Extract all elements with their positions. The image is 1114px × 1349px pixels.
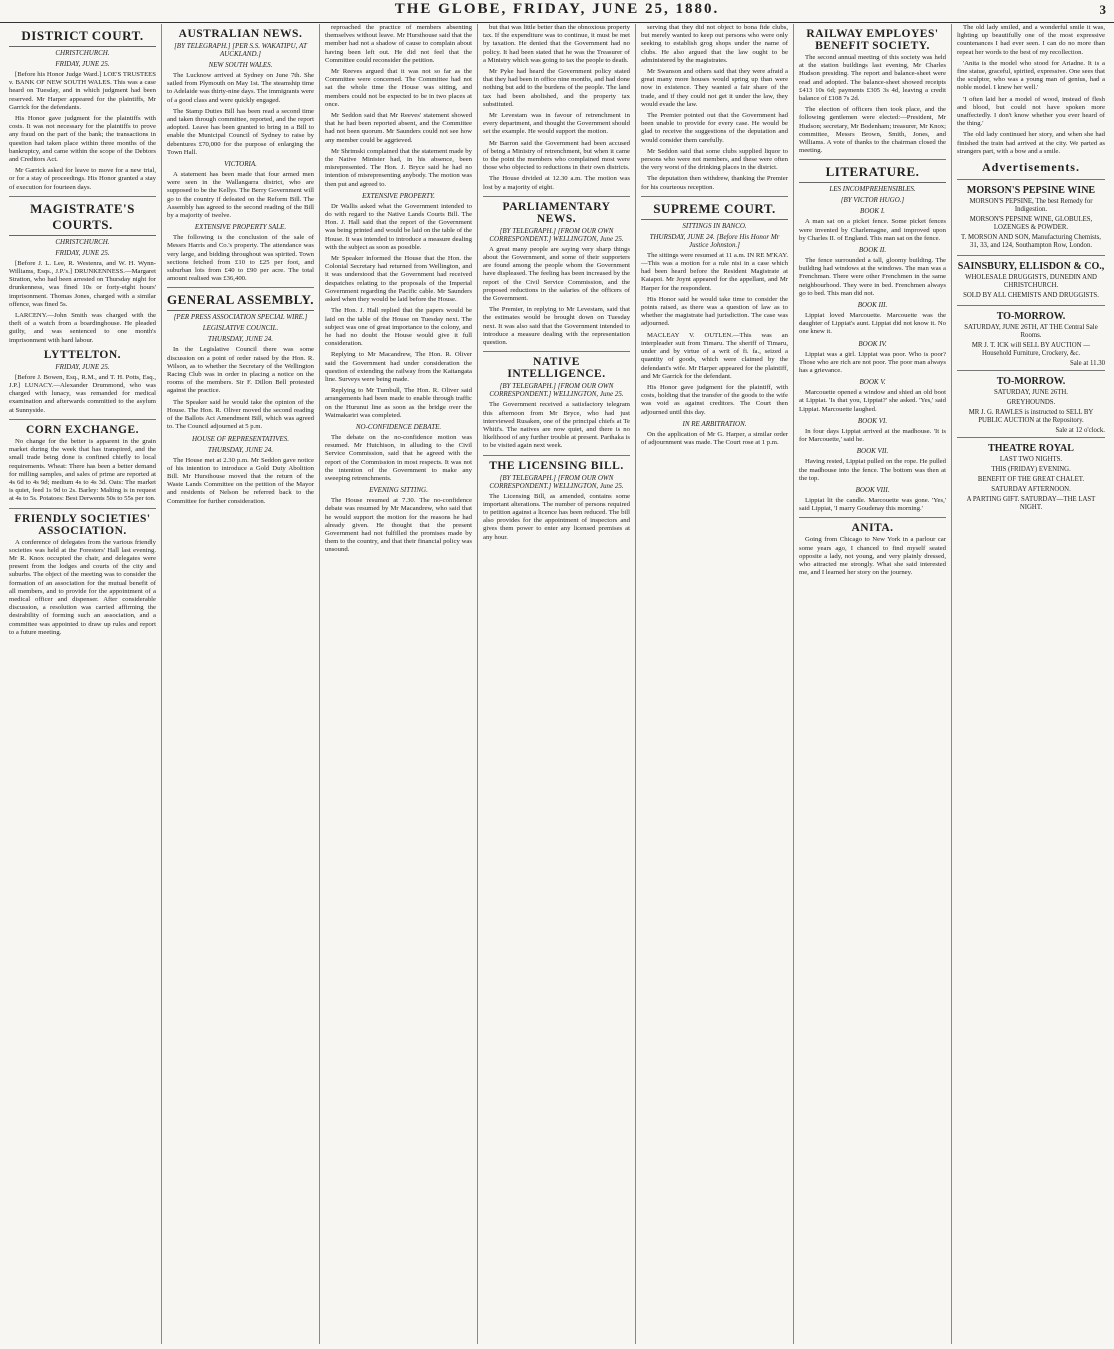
paragraph: His Honor said he would take time to consider the points raised, as there was a question of law as to whether the magistrate had jurisdiction. The case was adjourned. [641,295,788,328]
magistrates-heading: MAGISTRATE'S COURTS. [9,201,156,236]
licensing-bill-heading: THE LICENSING BILL. [489,459,624,472]
paragraph: Replying to Mr Macandrew, The Hon. R. Oliver said the Government had under consideration the question of extending the railway from the Kaitangata line. Surveys were being made. [325,351,472,383]
paragraph: The deputation then withdrew, thanking the Premier for his courteous reception. [641,175,788,191]
ad-title: MORSON'S PEPSINE WINE [966,185,1096,197]
book-heading: BOOK III. [857,301,888,310]
subheading: NEW SOUTH WALES. [208,61,273,69]
district-court-heading: DISTRICT COURT. [9,28,156,47]
date-line: THURSDAY, JUNE 24. [207,335,274,344]
anita-heading: ANITA. [851,522,894,535]
masthead [0,0,1114,23]
paragraph: serving that they did not object to bona fide clubs, but merely wanted to keep out persons who were only seeking to establish grog shops under the name of clubs. He also argued that the law ought to be administered by the magistrates. [641,24,788,64]
column-6 [794,24,952,1344]
divider [483,455,630,456]
advertisement-sale [957,305,1105,370]
paragraph: The Government received a satisfactory telegram this afternoon from Mr Bryce, who had just interviewed Rusaken, one of the principal chiefs at Te Whiti's. The natives are now quiet, and there is no likelihood of any further trouble at present. Parihaka is to be visited again next week. [483,401,630,450]
column-3 [320,24,478,1344]
page-number: 3 [1099,2,1106,17]
date-line: FRIDAY, JUNE 25. [55,248,110,257]
ad-line: SOLD BY ALL CHEMISTS AND DRUGGISTS. [963,292,1099,300]
column-5 [636,24,794,1344]
paragraph: [Before J. L. Lee, R. Westenra, and W. H. Wynn-Williams, Esqs., J.P.'s.] DRUNKENNESS.—Margaret Stratton, who had been arrested on Thursday night for drunkenness, was fined 10s or forty-eight hours' imprisonment. Thomas Jones, charged with a similar offence, was fined 5s. [9,259,156,308]
paragraph: Marcouette opened a window and shied an old boot at Lippiat. 'Is that you, Lippiat?' she asked. 'Yes,' said Lippiat. Marcouette laughed. [799,389,946,413]
subheading: SITTINGS IN BANCO. [682,221,747,230]
column-2 [162,24,320,1344]
paragraph: In four days Lippiat arrived at the madhouse. 'It is for Marcouette,' said he. [799,427,946,444]
paragraph: His Honor gave judgment for the plaintiff, with costs, holding that the transfer of the goods to the wife was void as against creditors. The Court then adjourned until this day. [641,383,788,416]
book-heading: BOOK IV. [858,339,887,348]
subheading: LEGISLATIVE COUNCIL. [202,324,279,333]
book-heading: BOOK II. [858,246,887,255]
paragraph: [Before J. Bowen, Esq., R.M., and T. H. Potts, Esq., J.P.] LUNACY.—Alexander Drummond, who was charged with lunacy, was remanded for medical examination and afterwards committed to the asylum at Sunnyside. [9,373,156,414]
divider [641,196,788,197]
paragraph: Lippiat lit the candle. Marcouette was gone. 'Yes,' said Lippiat, 'I marry Goudenay this morning.' [799,496,946,513]
paragraph: The Stamp Duties Bill has been read a second time and taken through committee, reported, and the report adopted. Leave has been granted to bring in a Bill to enable the Municipal Council of Sydney to raise by debentures £70,000 for the purpose of enlarging the Town Hall. [167,107,314,156]
subheading: EXTENSIVE PROPERTY. [362,191,435,200]
paragraph: A conference of delegates from the various friendly societies was held at the Foresters' Hall last evening. Mr R. Knox occupied the chair, and delegates were present from the lodges and courts of the city and suburbs. The object of the meeting was to consider the formation of an association for the mutual benefit of all members, and to provide for the appointment of a medical officer and dispenser. After considerable discussion, a resolution was carried affirming the desirability of forming such an association, and a committee was appointed to draw up rules and report to a future meeting. [9,538,156,636]
column-7 [952,24,1110,1344]
dateline: [BY TELEGRAPH.] [FROM OUR OWN CORRESPONDENT.] WELLINGTON, June 25. [489,226,624,243]
paragraph: Mr Seddon said that Mr Reeves' statement showed that he had been reported absent, and the Committee had not been quorum. Mr Saunders could not see how any member could be aggrieved. [325,112,472,144]
paragraph: Lippiat loved Marcouette. Marcouette was the daughter of Lippiat's aunt. Lippiat did not know it. No one knew it. [799,312,946,336]
ad-sign: Sale at 11.30 [1069,360,1105,368]
subheading: EXTENSIVE PROPERTY SALE. [194,223,287,232]
paragraph: His Honor gave judgment for the plaintiffs with costs. It was not necessary for the plaintiffs to prove any fraud on the part of the bank; the transactions in question had taken place within three months of the bankruptcy, and came within the scope of the Debtors and Creditors Act. [9,115,156,164]
place-heading: CHRISTCHURCH. [55,49,110,57]
paragraph: Mr Barron said the Government had been accused of being a Ministry of retrenchment, but when it came to the point the members who complained most were those who objected to reductions in their own districts. [483,139,630,172]
paragraph: The Premier pointed out that the Government had been unable to provide for every case. He would be glad to receive the suggestions of the deputation and would consider them carefully. [641,112,788,144]
lyttelton-heading: LYTTELTON. [43,348,122,361]
divider [167,287,314,288]
paragraph: A man sat on a picket fence. Some picket fences were invented by Charlemagne, and improved upon by Charles II. of England. This man sat on the fence. [799,218,946,242]
paragraph: Mr Seddon said that some clubs supplied liquor to persons who were not members, and these were often the very worst of the drinking places in the district. [641,147,788,172]
paragraph: No change for the better is apparent in the grain market during the week that has transpired, and the small trade being done is confined chiefly to local requirements. Wheat: There has been a better demand for milling samples, and sales of prime are reported at 4s 6d to 4s 9d; medium 4s to 4s 3d. Oats: The market is quiet, feed 1s 9d to 2s. Barley: Malting is in request at 4s to 5s. Potatoes: Best Derwents 50s to 55s per ton. [9,437,156,503]
ad-line: MORSON'S PEPSINE, The best Remedy for Indigestion. [969,198,1093,214]
paragraph: Mr Levestam was in favour of retrenchment in every department, and thought the Government should set the example. He would support the motion. [483,112,630,136]
advertisement-pepsine [957,179,1105,255]
advertisements-heading: Advertisements. [982,160,1080,175]
book-heading: BOOK VI. [857,416,888,425]
paragraph: Replying to Mr Turnbull, The Hon. R. Oliver said arrangements had been made to enable through traffic on the Hurunui line as soon as the bridge over the Waimakariri was completed. [325,387,472,419]
paragraph: The Licensing Bill, as amended, contains some important alterations. The number of persons required to petition against a licence has been reduced. The bill also provides for the appointment of inspectors and gives them power to enter any licensed premises at any hour. [483,492,630,541]
divider [483,196,630,197]
general-assembly-heading: GENERAL ASSEMBLY. [167,292,314,311]
paragraph: The House divided at 12.30 a.m. The motion was lost by a majority of eight. [483,175,630,191]
subheading: NO-CONFIDENCE DEBATE. [355,422,442,431]
paragraph: A great many people are saying very sharp things about the Government, and some of their supporters are found among the people whom the Government have displeased. The feeling has been increased by the report of the Civil Service Commission, and the proposed reductions in the salaries of the officers of the Government. [483,245,630,303]
ad-line: WHOLESALE DRUGGISTS, DUNEDIN AND CHRISTCHURCH. [965,274,1097,290]
paragraph: MACLEAY V. OUTLEN.—This was an interpleader suit from Timaru. The sheriff of Timaru, under and by virtue of a writ of fi. fa., seized a quantity of goods, which were claimed by the defendant's wife. Mr Harper appeared for the plaintiff, and Mr Garrick for the defendant. [641,331,788,380]
ad-title: SAINSBURY, ELLISDON & CO., [957,261,1105,273]
ad-line: MR J. T. ICK will SELL BY AUCTION — Household Furniture, Crockery, &c. [971,342,1091,358]
paragraph: Mr Garrick asked for leave to move for a new trial, or for a stay of proceedings. His Honor granted a stay of execution for fourteen days. [9,167,156,191]
corn-exchange-heading: CORN EXCHANGE. [25,423,140,436]
ad-line: T. MORSON AND SON, Manufacturing Chemists, 31, 33, and 124, Southampton Row, London. [961,234,1101,250]
paragraph: The Premier, in replying to Mr Levestam, said that the estimates would be brought down on Tuesday next. It was also said that the Government intended to introduce a measure dealing with the representation question. [483,306,630,347]
date-line: THURSDAY, JUNE 24. [Before His Honor Mr Justice Johnston.] [649,232,780,249]
ad-title: TO-MORROW. [996,311,1066,323]
subheading: IN RE ARBITRATION. [682,419,747,428]
supreme-court-heading: SUPREME COURT. [641,201,788,220]
paragraph: The fence surrounded a tall, gloomy building. The building had windows at the windows. The man was a Frenchman. There were other Frenchmen in the same neighbourhood. They were in bed. Frenchmen always go to bed. This man did not. [799,257,946,297]
ad-sign: Sale at 12 o'clock. [1055,427,1105,435]
paragraph: LARCENY.—John Smith was charged with the theft of a watch from a boardinghouse. He pleaded guilty, and was sentenced to one month's imprisonment with hard labour. [9,312,156,344]
paragraph: The House resumed at 7.30. The no-confidence debate was resumed by Mr Macandrew, who said that he would support the motion for the reasons he had already given. He thought that the present Government had not fulfilled the promises made by them to the country, and that their financial policy was unsound. [325,497,472,554]
byline: [BY VICTOR HUGO.] [840,196,905,205]
columns [4,24,1110,1344]
paragraph: The sittings were resumed at 11 a.m. IN RE M'KAY.—This was a motion for a rule nisi in a case which had been heard before the Resident Magistrate at Kaiapoi. Mr Joynt appeared for the appellant, and Mr Harper for the respondent. [641,251,788,292]
paragraph: but that was little better than the obnoxious property tax. If the expenditure was to continue, it must be met by taxation. He denied that the Government had no policy. It had been stated that he was the Treasurer of a Ministry which was going to tax the people to death. [483,24,630,64]
column-1 [4,24,162,1344]
ad-line: A PARTING GIFT. SATURDAY—THE LAST NIGHT. [966,496,1096,512]
ad-line: SATURDAY, JUNE 26TH. [993,389,1069,397]
book-heading: BOOK I. [860,207,885,216]
divider [799,517,946,518]
paragraph: Mr Swanson and others said that they were afraid a great many more houses would spring up than were now in existence. They wanted a fair share of the trade, and if they could not get it under the law, they would evade the law. [641,68,788,108]
subheading: HOUSE OF REPRESENTATIVES. [191,434,289,443]
date-line: THURSDAY, JUNE 24. [207,445,274,454]
paragraph: Having rested, Lippiat pulled on the rope. He pulled the madhouse into the fence. The bottom was then at the top. [799,458,946,482]
paragraph: The Lucknow arrived at Sydney on June 7th. She sailed from Plymouth on May 1st. The steamship time to Adelaide was thirty-nine days. The immigrants were of a good class and were quickly engaged. [167,72,314,104]
ad-line: SATURDAY, JUNE 26TH, AT THE Central Sale Rooms. [964,324,1098,340]
paragraph: The following is the conclusion of the sale of Messrs Harris and Co.'s property. The attendance was very large, and bidding throughout was spirited. Town sections fetched from £10 to £25 per foot, and suburban lots from £40 to £90 per acre. The total amount realised was £36,400. [167,234,314,283]
paragraph: The Hon. J. Hall replied that the papers would be laid on the table of the House on Tuesday next. The subject was one of great importance to the colony, and he had no doubt the House would give it full consideration. [325,307,472,348]
parliamentary-news-heading: PARLIAMENTARY NEWS. [502,200,611,225]
paragraph: The debate on the no-confidence motion was resumed. Mr Hutchison, in alluding to the Civil Service Commission, said that he agreed with the report of the Commission in most respects. It was not the intention of the Government to make any sweeping retrenchments. [325,433,472,482]
book-heading: BOOK V. [859,378,886,387]
divider [9,508,156,509]
dateline: [BY TELEGRAPH.] [FROM OUR OWN CORRESPONDENT.] WELLINGTON, June 25. [489,382,624,399]
subheading: EVENING SITTING. [369,486,428,495]
paragraph: A statement has been made that four armed men were seen in the Wallangarra district, who are supposed to be the Kellys. The Berry Government will go to the country if defeated on the Reform Bill. The Assembly has agreed to the second reading of the Bill by a majority of twelve. [167,171,314,220]
advertisement-sainsbury [957,255,1105,305]
australian-news-heading: AUSTRALIAN NEWS. [178,28,303,40]
paragraph: 'I often laid her a model of wood, instead of flesh and blood, but could not have spoken more unaffectedly. I don't know whether you ever heard of the thing.' [957,95,1105,128]
dateline: [BY TELEGRAPH.] [FROM OUR OWN CORRESPONDENT.] WELLINGTON, June 25. [489,473,624,490]
paragraph: Mr Speaker informed the House that the Hon. the Colonial Secretary had returned from Wellington, and it was understood that the Government had received despatches relating to the proposals of the Imperial Government regarding the Pacific cable. Mr Saunders asked when they would be laid before the House. [325,255,472,304]
paragraph: Mr Pyke had heard the Government policy stated that they had been in office nine months, and had done nothing but add to the burdens of the people. The land tax had been abolished, and the property tax substituted. [483,68,630,108]
ad-line: LAST TWO NIGHTS. [999,456,1063,464]
date-line: FRIDAY, JUNE 25. [55,60,110,68]
paragraph: Going from Chicago to New York in a parlour car some years ago, I chanced to find myself seated opposite a lady, not young, and very plainly dressed, who attracted me strongly. What she said interested me, and I learned her story on the journey. [799,536,946,577]
paragraph: The House met at 2.30 p.m. Mr Seddon gave notice of his intention to introduce a Gold Duty Abolition Bill. Mr Hursthouse moved that the return of the Waste Lands Committee on the petition of the Mayor and residents of Nelson be referred back to the Committee for further consideration. [167,456,314,505]
ad-title: THEATRE ROYAL [988,443,1074,455]
paragraph: [Before his Honor Judge Ward.] LOE'S TRUSTEES v. BANK OF NEW SOUTH WALES. This was a case heard on Tuesday, and in which judgment had been reserved. Mr Harper appeared for the plaintiffs, Mr Garrick for the defendants. [9,71,156,111]
date-line: FRIDAY, JUNE 25. [55,362,110,371]
ad-line: THIS (FRIDAY) EVENING. [991,466,1071,474]
place-heading: CHRISTCHURCH. [55,237,110,246]
column-4 [478,24,636,1344]
dateline: [BY TELEGRAPH.] [PER S.S. WAKATIPU, AT AUCKLAND.] [174,42,307,58]
paragraph: reproached the practice of members absenting themselves without leave. Mr Hursthouse said that the member had not a shadow of cause to complain about having been left out. He did not feel that the Committee could reconsider the petition. [325,24,472,64]
ad-title: TO-MORROW. [996,376,1066,388]
advertisement-theatre [957,437,1105,517]
masthead-title: THE GLOBE, FRIDAY, JUNE 25, 1880. [394,1,720,17]
paragraph: 'Anita is the model who stood for Ariadne. It is a fine statue, graceful, spirited, expressive. One sees that the sculptor, who was a young man of genius, had a noble model. I knew her well.' [957,59,1105,92]
paragraph: The old lady smiled, and a wonderful smile it was, lighting up beautifully one of the most expressive countenances I had ever seen. I can do no more than repeat her words to the best of my recollection. [957,24,1105,56]
railway-society-heading: RAILWAY EMPLOYES' BENEFIT SOCIETY. [806,28,939,52]
dateline: [PER PRESS ASSOCIATION SPECIAL WIRE.] [173,313,308,322]
ad-line: SATURDAY AFTERNOON. [991,486,1071,494]
friendly-societies-heading: FRIENDLY SOCIETIES' ASSOCIATION. [14,512,151,537]
literature-heading: LITERATURE. [799,164,946,183]
paragraph: Dr Wallis asked what the Government intended to do with regard to the Native Lands Courts Bill. The Hon. J. Hall said that the report of the Government was being printed and would be laid on the table of the House. It was intended to introduce a measure dealing with the subject as soon as possible. [325,202,472,251]
book-heading: BOOK VII. [856,447,889,456]
ad-line: GREYHOUNDS. [1006,399,1056,407]
book-heading: BOOK VIII. [855,485,890,494]
paragraph: The Speaker said he would take the opinion of the House. The Hon. R. Oliver moved the second reading of the Ballots Act Amendment Bill, which was agreed to. The Council adjourned at 5 p.m. [167,398,314,431]
paragraph: In the Legislative Council there was some discussion on a point of order raised by the Hon. R. Wilson, as to whether the Secretary of the Wellington Racing Club was in order in placing a notice on the rooms of the members. Sir F. Dillon Bell protested against the practice. [167,346,314,395]
ad-line: BENEFIT OF THE GREAT CHALET. [977,476,1085,484]
divider [799,159,946,160]
subheading: LES INCOMPREHENSIBLES. [829,185,916,194]
ad-line: MR J. G. RAWLES is instructed to SELL BY PUBLIC AUCTION at the Repository. [968,409,1094,425]
paragraph: The second annual meeting of this society was held at the station buildings last evening, Mr Charles Hudson presiding. The report and balance-sheet were read and adopted. The balance-sheet showed receipts £413 10s 6d; payments £305 3s 4d, leaving a credit balance of £108 7s 2d. [799,54,946,103]
advertisement-greyhounds [957,370,1105,437]
subheading: VICTORIA. [224,160,257,169]
native-intelligence-heading: NATIVE INTELLIGENCE. [507,356,606,381]
ad-line: MORSON'S PEPSINE WINE, GLOBULES, LOZENGES & POWDER. [969,216,1093,232]
paragraph: Mr Reeves argued that it was not so far as the Committee were concerned. The Committee had not sat the whole time the House was sitting, and members could not be expected to be in two places at once. [325,68,472,108]
paragraph: Lippiat was a girl. Lippiat was poor. Who is poor? Those who are rich are not poor. The poor man always has a grievance. [799,350,946,375]
paragraph: On the application of Mr G. Harper, a similar order of adjournment was made. The Court rose at 1 p.m. [641,430,788,446]
paragraph: The election of officers then took place, and the following gentlemen were elected:—President, Mr Hudson; secretary, Mr Bodenham; treasurer, Mr Knox; committee, Messrs Brown, Smith, Jones, and Williams. A vote of thanks to the chairman closed the meeting. [799,106,946,155]
divider [9,419,156,420]
divider [483,351,630,352]
divider [9,196,156,197]
paragraph: The old lady continued her story, and when she had finished the train had arrived at the city. We parted as strangers part, with a bow and a smile. [957,131,1105,155]
paragraph: Mr Shrimski complained that the statement made by the Native Minister had, in his absence, been misrepresented. The Hon. J. Bryce said he had no intention of misrepresenting anybody. The motion was then put and agreed to. [325,147,472,188]
